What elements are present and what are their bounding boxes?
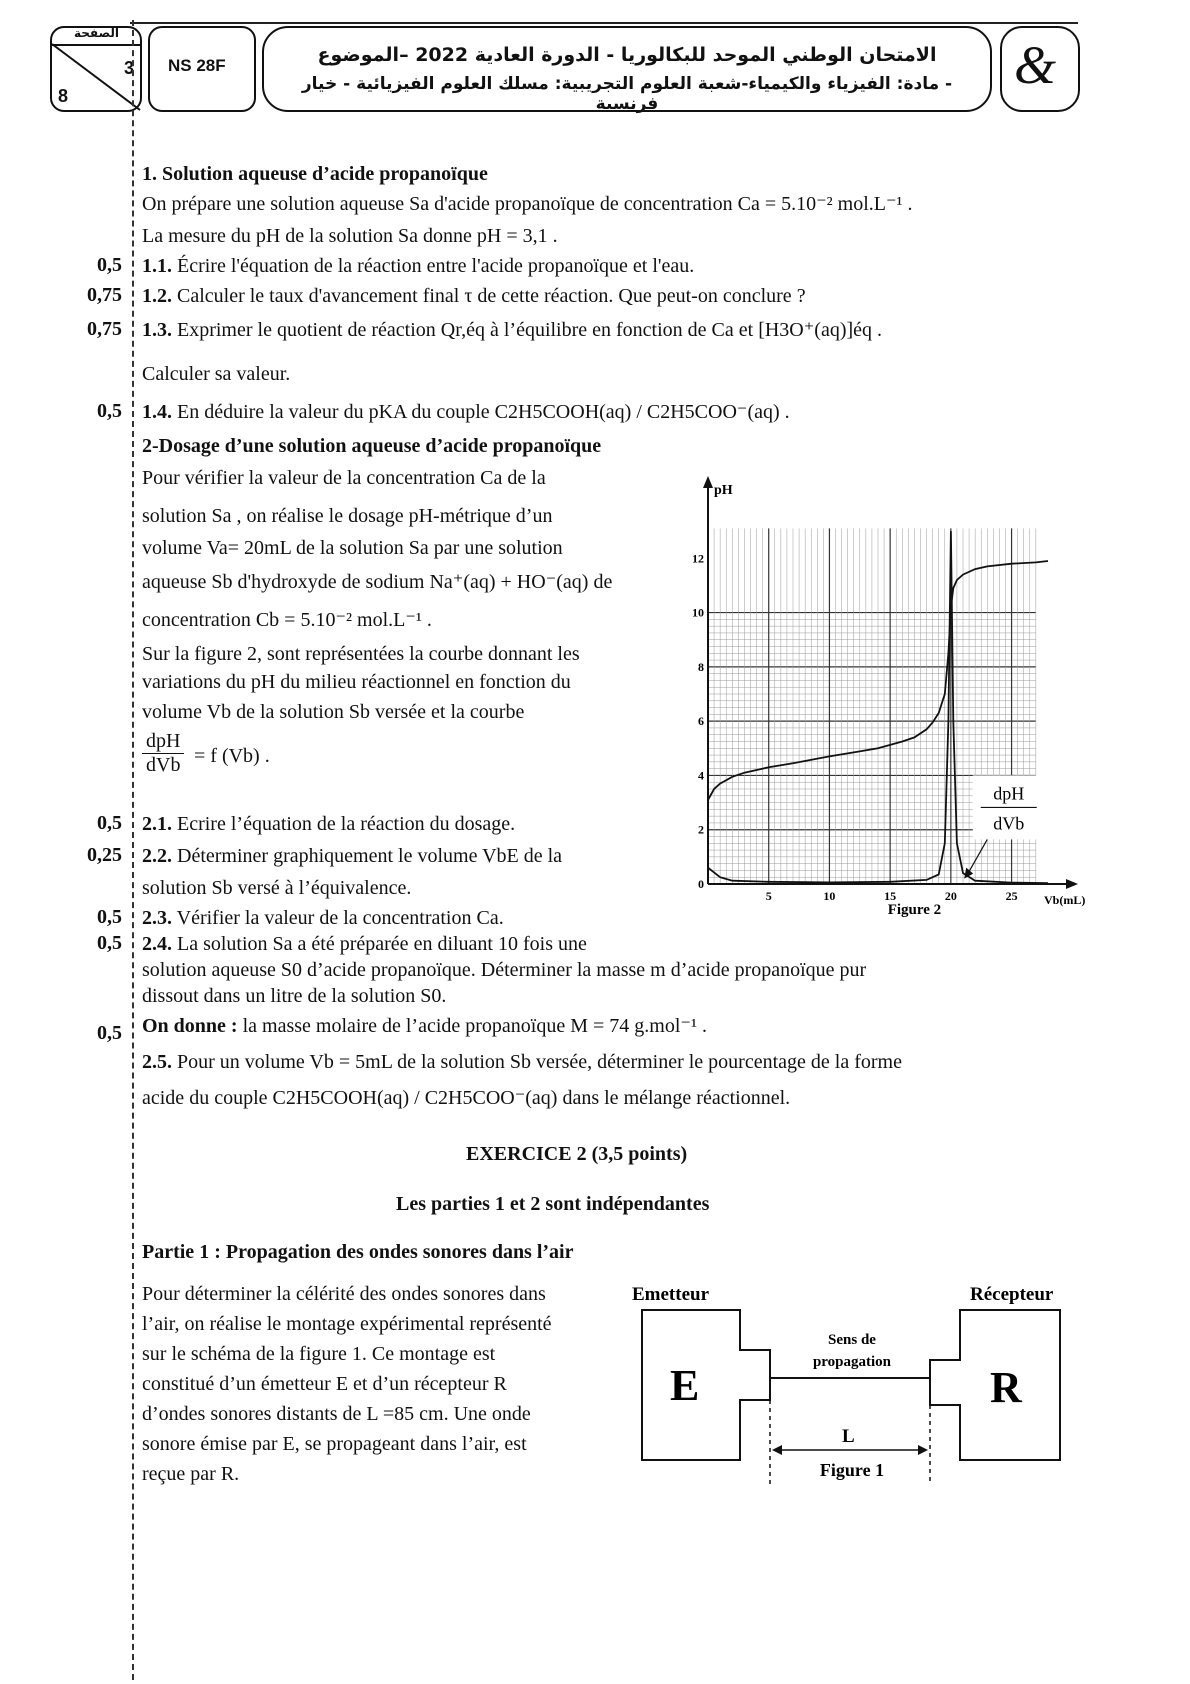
section-2-title: 2-Dosage d’une solution aqueuse d’acide propanoïque	[142, 435, 602, 457]
x-tick-label: 20	[944, 889, 957, 903]
text-line: sur le schéma de la figure 1. Ce montage est	[142, 1343, 496, 1365]
question-number: 1.2.	[142, 285, 172, 307]
distance-label: L	[842, 1426, 855, 1447]
question-text: En déduire la valeur du pKA du couple C2H5COOH(aq) / C2H5COO⁻(aq) .	[172, 401, 790, 423]
part-1-title: Partie 1 : Propagation des ondes sonores dans l’air	[142, 1241, 574, 1263]
series-label-denominator: dVb	[993, 813, 1025, 834]
emitter-letter: E	[670, 1361, 700, 1410]
question-1-2	[142, 284, 806, 308]
fraction-rest: = f (Vb) .	[194, 745, 270, 767]
figure-1-diagram	[630, 1270, 1080, 1680]
text-line: La mesure du pH de la solution Sa donne pH = 3,1 .	[142, 225, 558, 247]
emitter-label: Emetteur	[632, 1284, 710, 1305]
question-1-4	[142, 400, 790, 424]
header-top-rule	[130, 22, 1078, 24]
receiver-letter: R	[990, 1363, 1022, 1412]
fraction-numerator: dpH	[142, 730, 184, 754]
text-line: d’ondes sonores distants de L =85 cm. Une onde	[142, 1403, 531, 1425]
text-line: Calculer sa valeur.	[142, 363, 291, 385]
question-number: 1.3.	[142, 319, 172, 341]
receiver-label: Récepteur	[970, 1284, 1054, 1305]
page-total: 8	[58, 86, 69, 106]
x-tick-label: 10	[823, 889, 836, 903]
text-line: volume Va= 20mL de la solution Sa par une solution	[142, 537, 563, 559]
points-2-4: 0,5	[97, 932, 122, 954]
text-line: reçue par R.	[142, 1463, 240, 1485]
logo: &	[1014, 35, 1057, 95]
question-number: 1.1.	[142, 255, 172, 277]
points-1-3: 0,75	[87, 318, 122, 340]
question-1-1	[142, 254, 694, 278]
page-number-box	[50, 26, 142, 112]
y-axis-arrow	[703, 476, 713, 488]
question-2-4	[142, 932, 587, 956]
exam-title-box	[262, 26, 992, 112]
text-line: aqueuse Sb d'hydroxyde de sodium Na⁺(aq) + HO⁻(aq) de	[142, 571, 613, 593]
x-axis-arrow	[1066, 879, 1078, 889]
question-text: La solution Sa a été préparée en diluant 10 fois une	[172, 933, 587, 955]
text-line: sonore émise par E, se propageant dans l’air, est	[142, 1433, 527, 1455]
y-axis-label: pH	[714, 483, 733, 498]
text-line: Sur la figure 2, sont représentées la courbe donnant les	[142, 643, 580, 665]
question-text: Vérifier la valeur de la concentration Ca.	[172, 907, 504, 929]
arrow-head-left	[772, 1445, 782, 1455]
question-2-5	[142, 1050, 902, 1074]
question-number: 2.5.	[142, 1051, 172, 1073]
text-line: concentration Cb = 5.10⁻² mol.L⁻¹ .	[142, 609, 432, 631]
text-line: l’air, on réalise le montage expérimental représenté	[142, 1313, 552, 1335]
points-1-2: 0,75	[87, 284, 122, 306]
page-label: الصفحة	[74, 26, 120, 40]
y-tick-label: 4	[698, 768, 704, 783]
emitter-box	[642, 1310, 770, 1460]
text-line: solution Sa , on réalise le dosage pH-métrique d’un	[142, 505, 553, 527]
fraction-denominator: dVb	[146, 754, 181, 776]
question-text: Calculer le taux d'avancement final τ de cette réaction. Que peut-on conclure ?	[172, 285, 806, 307]
points-2-3: 0,5	[97, 906, 122, 928]
question-number: 1.4.	[142, 401, 172, 423]
page-number: 3	[123, 58, 134, 78]
fraction-dph-dvb	[142, 730, 184, 777]
given-label: On donne :	[142, 1015, 238, 1037]
exercise-2-title: EXERCICE 2 (3,5 points)	[466, 1143, 688, 1165]
direction-label-2: propagation	[812, 1354, 892, 1370]
given-data	[142, 1014, 707, 1038]
question-text: Écrire l'équation de la réaction entre l'acide propanoïque et l'eau.	[172, 255, 695, 277]
question-text: Pour un volume Vb = 5mL de la solution Sb versée, déterminer le pourcentage de la forme	[172, 1051, 902, 1073]
exercise-2-subtitle: Les parties 1 et 2 sont indépendantes	[396, 1193, 710, 1215]
points-2-1: 0,5	[97, 812, 122, 834]
x-axis-label: Vb(mL)	[1044, 893, 1086, 907]
x-tick-label: 5	[765, 889, 772, 903]
y-tick-label: 6	[698, 714, 704, 729]
margin-rule	[132, 20, 134, 1680]
x-tick-label: 15	[884, 889, 897, 903]
figure-2-chart	[692, 476, 1086, 946]
y-tick-label: 2	[698, 822, 704, 837]
exam-title-line1: الامتحان الوطني الموحد للبكالوريا - الدورة العادية 2022 –الموضوع	[317, 44, 937, 66]
question-1-3	[142, 318, 882, 342]
exam-code: NS 28F	[168, 56, 226, 75]
y-tick-label: 8	[698, 659, 704, 674]
points-2-2: 0,25	[87, 844, 122, 866]
text-line: Pour vérifier la valeur de la concentration Ca de la	[142, 467, 546, 489]
text-line: volume Vb de la solution Sb versée et la courbe	[142, 701, 525, 723]
question-number: 2.2.	[142, 845, 172, 867]
text-line: Pour déterminer la célérité des ondes sonores dans	[142, 1283, 546, 1305]
text-line: acide du couple C2H5COOH(aq) / C2H5COO⁻(aq) dans le mélange réactionnel.	[142, 1087, 791, 1109]
points-2-5: 0,5	[97, 1022, 122, 1044]
x-tick-label: 25	[1005, 889, 1018, 903]
text-line: variations du pH du milieu réactionnel en fonction du	[142, 671, 571, 693]
direction-label-1: Sens de	[828, 1332, 876, 1348]
question-2-3	[142, 906, 504, 930]
exam-code-box	[148, 26, 256, 112]
points-1-1: 0,5	[97, 254, 122, 276]
text-line: solution aqueuse S0 d’acide propanoïque. Déterminer la masse m d’acide propanoïque pur	[142, 959, 867, 981]
y-tick-label: 12	[692, 551, 704, 566]
question-text: Ecrire l’équation de la réaction du dosage.	[172, 813, 516, 835]
exam-title-line2: - مادة: الفيزياء والكيمياء-شعبة العلوم التجريبية: مسلك العلوم الفيزيائية - خيار فرنسية	[301, 74, 953, 114]
text-line: dissout dans un litre de la solution S0.	[142, 985, 447, 1007]
question-2-2	[142, 844, 562, 868]
text-line: constitué d’un émetteur E et d’un récepteur R	[142, 1373, 507, 1395]
question-text: Déterminer graphiquement le volume VbE de la	[172, 845, 563, 867]
text-line: On prépare une solution aqueuse Sa d'acide propanoïque de concentration Ca = 5.10⁻² mol.L⁻¹ .	[142, 193, 913, 215]
question-2-1	[142, 812, 515, 836]
figure-1-caption: Figure 1	[819, 1460, 885, 1480]
question-number: 2.4.	[142, 933, 172, 955]
figure-2-caption: Figure 2	[887, 902, 942, 918]
series-label-numerator: dpH	[993, 783, 1025, 804]
y-tick-label: 10	[692, 605, 704, 620]
text-line: solution Sb versé à l’équivalence.	[142, 877, 412, 899]
question-number: 2.1.	[142, 813, 172, 835]
section-1-title: 1. Solution aqueuse d’acide propanoïque	[142, 163, 488, 185]
given-text: la masse molaire de l’acide propanoïque M = 74 g.mol⁻¹ .	[237, 1015, 707, 1037]
question-number: 2.3.	[142, 907, 172, 929]
arrow-head-right	[918, 1445, 928, 1455]
question-text: Exprimer le quotient de réaction Qr,éq à l’équilibre en fonction de Ca et [H3O⁺(aq)]éq .	[172, 319, 883, 341]
logo-box	[1000, 26, 1080, 112]
points-1-4: 0,5	[97, 400, 122, 422]
y-tick-label: 0	[698, 877, 704, 891]
